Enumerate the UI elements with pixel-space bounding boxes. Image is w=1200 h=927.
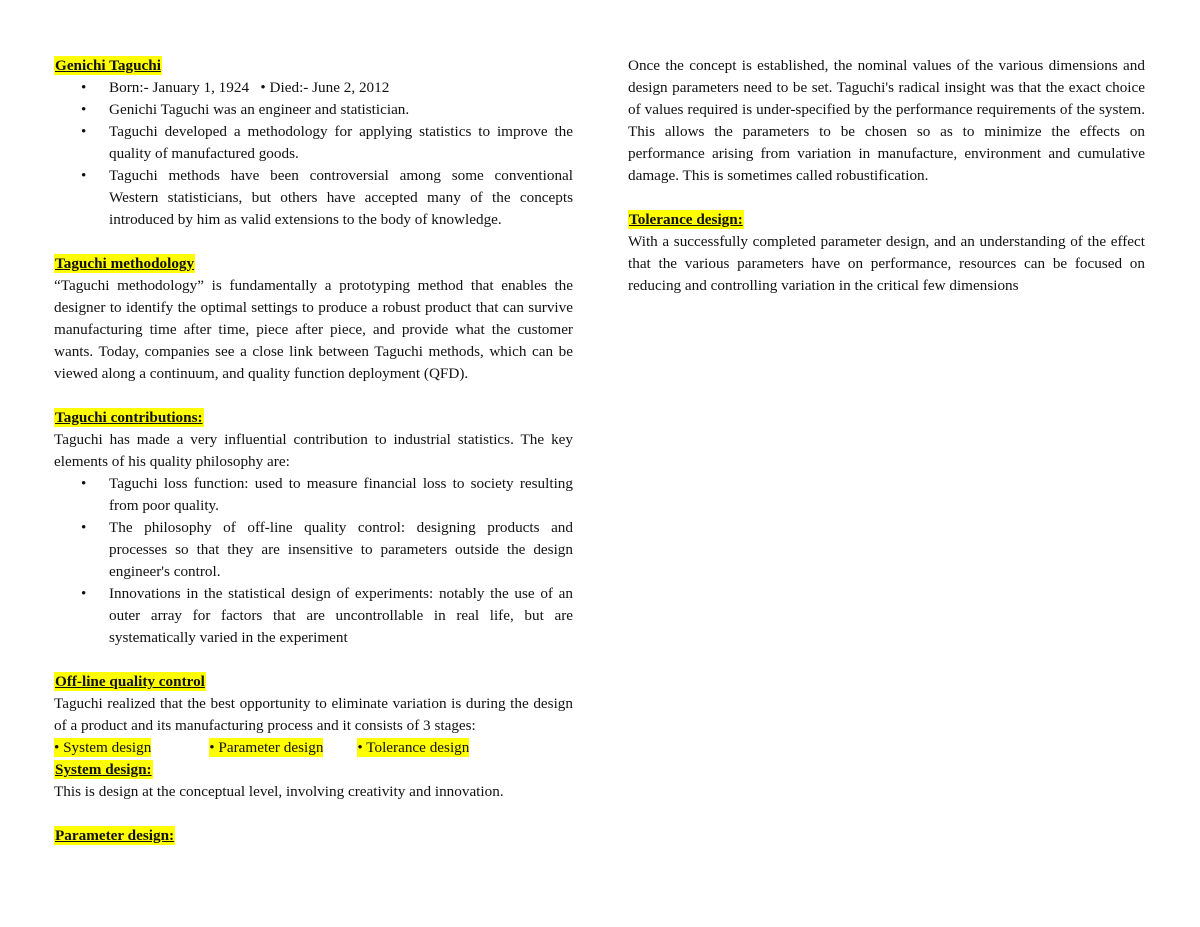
tolerance-design-paragraph: With a successfully completed parameter design, and an understanding of the effect that the various parameters have on performance, resources can be focused on reducing and controlling variation in the critical few dimensions — [628, 233, 1145, 294]
list-item — [54, 99, 573, 121]
list-item — [54, 165, 573, 231]
section-taguchi-contributions — [54, 407, 573, 649]
section-system-design — [54, 759, 573, 803]
stage-system-design: • System design — [54, 739, 152, 756]
section-parameter-design — [54, 825, 573, 847]
stage-tolerance-design: • Tolerance design — [357, 739, 470, 756]
list-item-text: Taguchi loss function: used to measure financial loss to society resulting from poor quality. — [109, 475, 573, 514]
list-item-text: Taguchi methods have been controversial among some conventional Western statisticians, but others have accepted many of the concepts introduced by him as valid extensions to the body of knowledge. — [109, 167, 573, 228]
list-item — [54, 583, 573, 649]
list-item-text: Born:- January 1, 1924 • Died:- June 2, 2012 — [109, 79, 390, 96]
heading-parameter-design: Parameter design: — [55, 827, 175, 844]
bullet-icon: • — [81, 167, 87, 184]
heading-system-design: System design: — [55, 761, 152, 778]
bullet-icon: • — [81, 101, 87, 118]
list-item — [54, 77, 573, 99]
parameter-design-paragraph: Once the concept is established, the nominal values of the various dimensions and design parameters need to be set. Taguchi's radical insight was that the exact choice of values required is under-specified by the performance requirements of the system. This allows the parameters to be chosen so as to minimize the effects on performance arising from variation in manufacture, environment and cumulative damage. This is sometimes called robustification. — [628, 57, 1145, 184]
stages-row — [54, 737, 573, 759]
heading-offline-quality-control: Off-line quality control — [55, 673, 205, 690]
stage-parameter-design: • Parameter design — [209, 739, 324, 756]
heading-taguchi-contributions: Taguchi contributions: — [55, 409, 203, 426]
bullet-icon: • — [81, 585, 87, 602]
contributions-list — [54, 473, 573, 649]
system-design-paragraph: This is design at the conceptual level, involving creativity and innovation. — [54, 783, 504, 800]
bullet-icon: • — [81, 79, 87, 96]
offline-paragraph: Taguchi realized that the best opportunity to eliminate variation is during the design of a product and its manufacturing process and it consists of 3 stages: — [54, 695, 573, 734]
bio-list — [54, 77, 573, 231]
methodology-paragraph: “Taguchi methodology” is fundamentally a prototyping method that enables the designer to identify the optimal settings to produce a robust product that can survive manufacturing time after time, piece after piece, and provide what the customer wants. Today, companies see a close link between Taguchi methods, which can be viewed along a continuum, and quality function deployment (QFD). — [54, 277, 573, 382]
section-taguchi-methodology — [54, 253, 573, 385]
bullet-icon: • — [81, 475, 87, 492]
left-column — [54, 55, 573, 847]
list-item — [54, 121, 573, 165]
heading-taguchi-methodology: Taguchi methodology — [55, 255, 195, 272]
section-genichi-taguchi — [54, 55, 573, 231]
list-item-text: Genichi Taguchi was an engineer and statistician. — [109, 101, 410, 118]
section-tolerance-design — [628, 209, 1145, 297]
right-column — [628, 55, 1145, 297]
list-item-text: Innovations in the statistical design of experiments: notably the use of an outer array for factors that are uncontrollable in real life, but are systematically varied in the experiment — [109, 585, 573, 646]
contributions-intro: Taguchi has made a very influential contribution to industrial statistics. The key elements of his quality philosophy are: — [54, 431, 573, 470]
section-offline-quality-control — [54, 671, 573, 759]
bullet-icon: • — [81, 519, 87, 536]
list-item — [54, 473, 573, 517]
heading-genichi-taguchi: Genichi Taguchi — [55, 57, 161, 74]
list-item-text: Taguchi developed a methodology for applying statistics to improve the quality of manufactured goods. — [109, 123, 573, 162]
heading-tolerance-design: Tolerance design: — [629, 211, 743, 228]
list-item — [54, 517, 573, 583]
list-item-text: The philosophy of off-line quality control: designing products and processes so that they are insensitive to parameters outside the design engineer's control. — [109, 519, 573, 580]
bullet-icon: • — [81, 123, 87, 140]
